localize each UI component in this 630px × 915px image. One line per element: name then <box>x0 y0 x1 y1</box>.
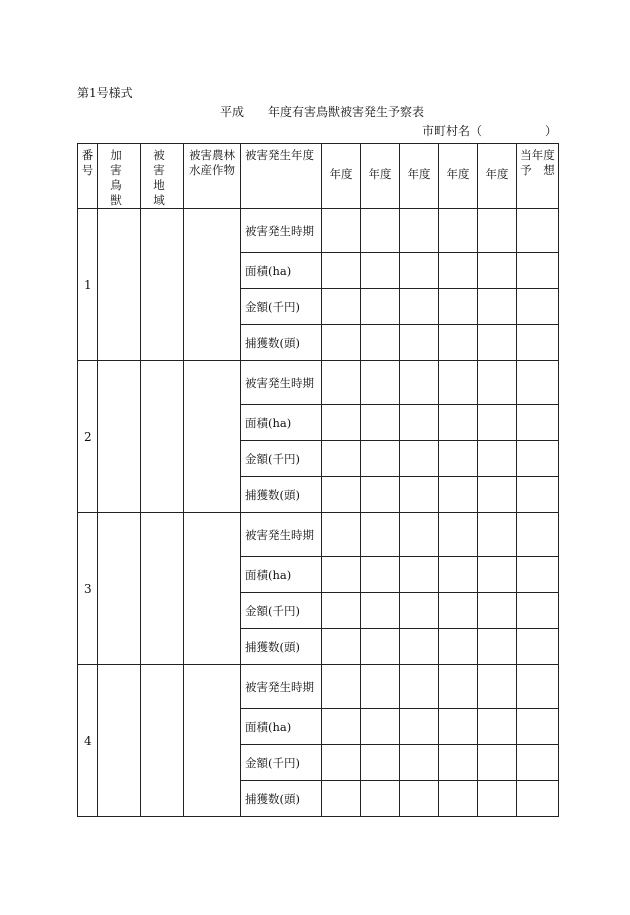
value-cell[interactable] <box>439 325 478 361</box>
area-cell[interactable] <box>141 665 184 817</box>
value-cell[interactable] <box>322 557 361 593</box>
value-cell[interactable] <box>478 253 517 289</box>
value-cell[interactable] <box>517 745 559 781</box>
value-cell[interactable] <box>478 441 517 477</box>
value-cell[interactable] <box>517 781 559 817</box>
municipality-field <box>422 122 557 139</box>
row-item-label: 捕獲数(頭) <box>241 781 322 817</box>
value-cell[interactable] <box>439 745 478 781</box>
crop-cell[interactable] <box>184 665 241 817</box>
value-cell[interactable] <box>400 745 439 781</box>
header-animal <box>98 144 141 209</box>
value-cell[interactable] <box>439 441 478 477</box>
value-cell[interactable] <box>517 665 559 709</box>
header-year-3-label: 年度 <box>407 167 431 181</box>
value-cell[interactable] <box>478 289 517 325</box>
group-number: 4 <box>78 665 98 817</box>
value-cell[interactable] <box>478 745 517 781</box>
value-cell[interactable] <box>322 593 361 629</box>
value-cell[interactable] <box>322 781 361 817</box>
value-cell[interactable] <box>361 593 400 629</box>
value-cell[interactable] <box>361 209 400 253</box>
row-item-label: 金額(千円) <box>241 745 322 781</box>
value-cell[interactable] <box>517 709 559 745</box>
value-cell[interactable] <box>400 593 439 629</box>
header-animal-line2: 鳥 獣 <box>110 178 128 207</box>
area-cell[interactable] <box>141 513 184 665</box>
area-cell[interactable] <box>141 361 184 513</box>
value-cell[interactable] <box>361 557 400 593</box>
value-cell[interactable] <box>517 253 559 289</box>
row-item-label: 面積(ha) <box>241 557 322 593</box>
header-crop-line1: 被害農林 <box>189 148 235 162</box>
header-forecast-line1: 当年度 <box>520 148 555 162</box>
row-item-label: 被害発生時期 <box>241 665 322 709</box>
value-cell[interactable] <box>478 665 517 709</box>
value-cell[interactable] <box>400 557 439 593</box>
value-cell[interactable] <box>361 629 400 665</box>
value-cell[interactable] <box>400 441 439 477</box>
row-item-label: 金額(千円) <box>241 289 322 325</box>
header-number-line2: 号 <box>81 163 94 177</box>
value-cell[interactable] <box>361 477 400 513</box>
value-cell[interactable] <box>400 253 439 289</box>
header-row <box>78 144 559 209</box>
value-cell[interactable] <box>400 781 439 817</box>
value-cell[interactable] <box>322 513 361 557</box>
header-year-2-label: 年度 <box>368 167 392 181</box>
animal-cell[interactable] <box>98 361 141 513</box>
value-cell[interactable] <box>322 253 361 289</box>
value-cell[interactable] <box>400 361 439 405</box>
value-cell[interactable] <box>322 441 361 477</box>
value-cell[interactable] <box>517 593 559 629</box>
row-item-label: 被害発生時期 <box>241 513 322 557</box>
row-item-label: 面積(ha) <box>241 709 322 745</box>
crop-cell[interactable] <box>184 209 241 361</box>
header-year-5 <box>478 144 517 209</box>
value-cell[interactable] <box>322 629 361 665</box>
value-cell[interactable] <box>400 209 439 253</box>
title-text: 年度有害鳥獣被害発生予察表 <box>268 105 425 119</box>
header-crop <box>184 144 241 209</box>
municipality-label: 市町村名（ <box>422 124 483 138</box>
value-cell[interactable] <box>439 709 478 745</box>
value-cell[interactable] <box>478 477 517 513</box>
row-item-label: 被害発生時期 <box>241 361 322 405</box>
value-cell[interactable] <box>517 513 559 557</box>
value-cell[interactable] <box>322 405 361 441</box>
value-cell[interactable] <box>400 513 439 557</box>
value-cell[interactable] <box>517 361 559 405</box>
value-cell[interactable] <box>400 665 439 709</box>
municipality-close: ） <box>544 124 557 138</box>
table-row <box>78 665 559 709</box>
value-cell[interactable] <box>400 289 439 325</box>
animal-cell[interactable] <box>98 665 141 817</box>
header-item <box>241 144 322 209</box>
table-row <box>78 513 559 557</box>
row-item-label: 面積(ha) <box>241 253 322 289</box>
value-cell[interactable] <box>361 253 400 289</box>
row-item-label: 捕獲数(頭) <box>241 477 322 513</box>
value-cell[interactable] <box>517 557 559 593</box>
value-cell[interactable] <box>439 665 478 709</box>
value-cell[interactable] <box>361 513 400 557</box>
value-cell[interactable] <box>400 405 439 441</box>
value-cell[interactable] <box>322 709 361 745</box>
value-cell[interactable] <box>361 781 400 817</box>
value-cell[interactable] <box>439 513 478 557</box>
value-cell[interactable] <box>478 405 517 441</box>
header-forecast <box>517 144 559 209</box>
value-cell[interactable] <box>322 745 361 781</box>
header-year-4 <box>439 144 478 209</box>
value-cell[interactable] <box>439 477 478 513</box>
header-year-1 <box>322 144 361 209</box>
value-cell[interactable] <box>517 477 559 513</box>
value-cell[interactable] <box>361 405 400 441</box>
value-cell[interactable] <box>478 209 517 253</box>
value-cell[interactable] <box>400 325 439 361</box>
header-year-5-label: 年度 <box>485 167 509 181</box>
value-cell[interactable] <box>322 289 361 325</box>
value-cell[interactable] <box>439 289 478 325</box>
forecast-table <box>77 143 559 817</box>
header-year-3 <box>400 144 439 209</box>
group-number: 1 <box>78 209 98 361</box>
row-item-label: 面積(ha) <box>241 405 322 441</box>
value-cell[interactable] <box>361 709 400 745</box>
value-cell[interactable] <box>478 593 517 629</box>
value-cell[interactable] <box>322 361 361 405</box>
header-area-line1: 被 害 <box>153 148 171 177</box>
value-cell[interactable] <box>439 593 478 629</box>
value-cell[interactable] <box>361 325 400 361</box>
row-item-label: 金額(千円) <box>241 441 322 477</box>
value-cell[interactable] <box>361 745 400 781</box>
header-item-label: 被害発生年度 <box>245 148 314 162</box>
title-era: 平成 <box>220 105 245 119</box>
value-cell[interactable] <box>400 477 439 513</box>
header-animal-line1: 加 害 <box>110 148 128 177</box>
value-cell[interactable] <box>361 441 400 477</box>
row-item-label: 被害発生時期 <box>241 209 322 253</box>
value-cell[interactable] <box>400 709 439 745</box>
table-row <box>78 361 559 405</box>
value-cell[interactable] <box>517 405 559 441</box>
value-cell[interactable] <box>361 361 400 405</box>
value-cell[interactable] <box>439 405 478 441</box>
value-cell[interactable] <box>478 513 517 557</box>
group-number: 2 <box>78 361 98 513</box>
group-number: 3 <box>78 513 98 665</box>
value-cell[interactable] <box>517 441 559 477</box>
value-cell[interactable] <box>517 629 559 665</box>
value-cell[interactable] <box>478 361 517 405</box>
area-cell[interactable] <box>141 209 184 361</box>
header-number-line1: 番 <box>81 148 94 162</box>
animal-cell[interactable] <box>98 209 141 361</box>
form-number: 第1号様式 <box>77 86 133 100</box>
value-cell[interactable] <box>478 325 517 361</box>
row-item-label: 捕獲数(頭) <box>241 629 322 665</box>
value-cell[interactable] <box>361 665 400 709</box>
value-cell[interactable] <box>322 477 361 513</box>
value-cell[interactable] <box>439 209 478 253</box>
value-cell[interactable] <box>322 665 361 709</box>
header-year-2 <box>361 144 400 209</box>
crop-cell[interactable] <box>184 513 241 665</box>
value-cell[interactable] <box>361 289 400 325</box>
value-cell[interactable] <box>439 253 478 289</box>
value-cell[interactable] <box>400 629 439 665</box>
header-year-1-label: 年度 <box>329 167 353 181</box>
row-item-label: 捕獲数(頭) <box>241 325 322 361</box>
value-cell[interactable] <box>478 709 517 745</box>
value-cell[interactable] <box>439 557 478 593</box>
value-cell[interactable] <box>439 361 478 405</box>
table-row <box>78 209 559 253</box>
value-cell[interactable] <box>322 209 361 253</box>
value-cell[interactable] <box>478 781 517 817</box>
crop-cell[interactable] <box>184 361 241 513</box>
value-cell[interactable] <box>478 629 517 665</box>
value-cell[interactable] <box>439 781 478 817</box>
header-year-4-label: 年度 <box>446 167 470 181</box>
form-title <box>220 103 424 120</box>
header-crop-line2: 水産作物 <box>189 163 235 177</box>
animal-cell[interactable] <box>98 513 141 665</box>
value-cell[interactable] <box>478 557 517 593</box>
value-cell[interactable] <box>439 629 478 665</box>
header-forecast-line2: 予 想 <box>520 163 555 177</box>
header-number <box>78 144 98 209</box>
value-cell[interactable] <box>517 209 559 253</box>
value-cell[interactable] <box>517 325 559 361</box>
header-area-line2: 地 域 <box>153 178 171 207</box>
header-area <box>141 144 184 209</box>
row-item-label: 金額(千円) <box>241 593 322 629</box>
value-cell[interactable] <box>517 289 559 325</box>
value-cell[interactable] <box>322 325 361 361</box>
